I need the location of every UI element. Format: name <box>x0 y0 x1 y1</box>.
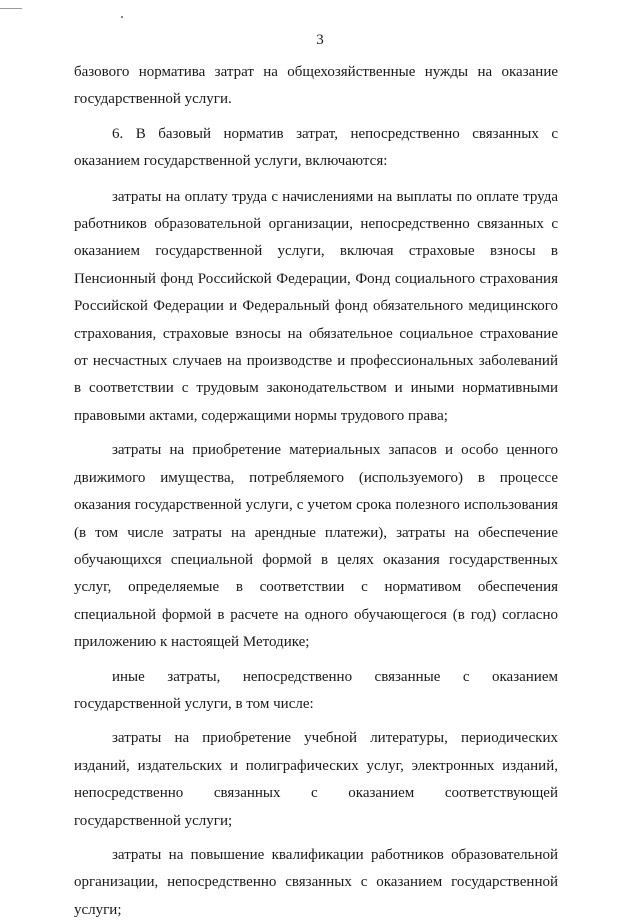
paragraph-item-6: 6. В базовый норматив затрат, непосредственно связанных с оказанием государственной услуги, включаются: <box>74 125 558 170</box>
paragraph-labor-costs: затраты на оплату труда с начислениями на выплаты по оплате труда работников образовательной организации, непосредственно связанных с оказанием государственной услуги, включая страховые взносы в Пенсионный фонд Российской Федерации, Фонд социального страхования Российской Федерации и Федеральный фонд обязательного медицинского страхования, страховые взносы на обязательное социальное страхование от несчастных случаев на производстве и профессиональных заболеваний в соответствии с трудовым законодательством и иными нормативными правовыми актами, содержащими нормы трудового права; <box>74 188 558 424</box>
paragraph-materials-costs: затраты на приобретение материальных запасов и особо ценного движимого имущества, потребляемого (используемого) в процессе оказания государственной услуги, с учетом срока полезного использования (в том числе затраты на арендные платежи), затраты на обеспечение обучающихся специальной формой в целях оказания государственных услуг, определяемые в соответствии с нормативом обеспечения специальной формой в расчете на одного обучающегося (в год) согласно приложению к настоящей Методике; <box>74 442 558 651</box>
document-body <box>74 59 558 924</box>
scan-mark-top-left <box>0 8 22 9</box>
paragraph-literature-costs: затраты на приобретение учебной литературы, периодических изданий, издательских и полиграфических услуг, электронных изданий, непосредственно связанных с оказанием соответствующей государственной услуги; <box>74 730 558 829</box>
page-number: 3 <box>316 32 324 48</box>
paragraph-qualification-costs: затраты на повышение квалификации работников образовательной организации, непосредственно связанных с оказанием государственной услуги; <box>74 846 558 918</box>
paragraph-continuation: базового норматива затрат на общехозяйственные нужды на оказание государственной услуги. <box>74 64 558 108</box>
scan-dot-top <box>121 16 123 18</box>
paragraph-other-costs: иные затраты, непосредственно связанные с оказанием государственной услуги, в том числе: <box>74 668 558 712</box>
